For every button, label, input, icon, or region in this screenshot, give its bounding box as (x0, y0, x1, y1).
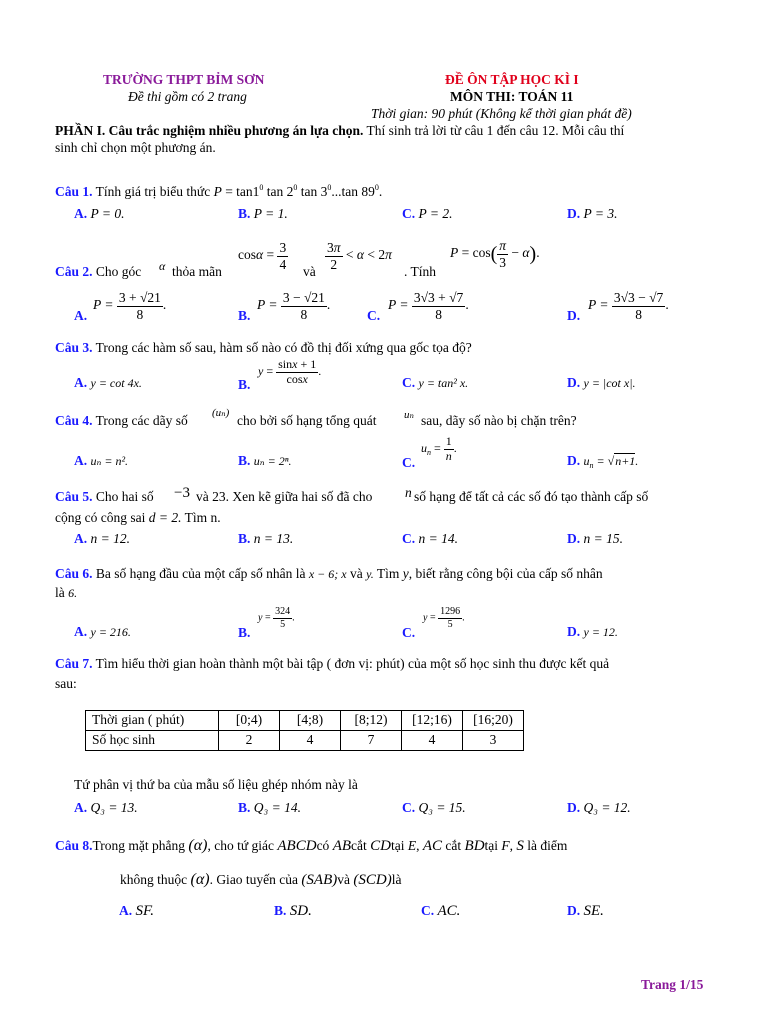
q1-option-d[interactable]: D. P = 3. (567, 206, 618, 221)
q5-option-d[interactable]: D. n = 15. (567, 531, 623, 546)
part1-title: PHẦN I. Câu trắc nghiệm nhiều phương án lựa chọn. (55, 123, 364, 138)
alpha-symbol: α (159, 259, 166, 273)
q8-option-b[interactable]: B. SD. (274, 903, 312, 919)
sequence-symbol: (uₙ) (212, 407, 230, 419)
page-number: Trang 1/15 (641, 977, 704, 992)
question-3: Câu 3. Trong các hàm số sau, hàm số nào có đồ thị đối xứng qua gốc tọa độ? (55, 340, 472, 355)
table-cell: 4 (280, 731, 341, 751)
question-5-text-b: và 23. Xen kẽ giữa hai số đã cho (196, 489, 373, 504)
part1-instruction-1: Thí sinh trả lời từ câu 1 đến câu 12. Mỗi câu thí (363, 123, 625, 138)
table-row-students (86, 731, 524, 751)
table-cell: [4;8) (280, 711, 341, 731)
table-cell: 2 (219, 731, 280, 751)
q6-option-d[interactable]: D. y = 12. (567, 624, 618, 639)
table-cell: [12;16) (402, 711, 463, 731)
q3-option-c[interactable]: C. y = tan² x. (402, 375, 469, 390)
part1-instruction-2: sinh chỉ chọn một phương án. (55, 140, 216, 155)
q6-option-b[interactable]: y = $\frac{324}{5}$ . (258, 606, 295, 630)
question-5-line1: Câu 5. Cho hai số (55, 489, 154, 504)
table-head-students: Số học sinh (86, 731, 219, 751)
question-1-label: Câu 1. (55, 184, 93, 199)
table-cell: 4 (402, 731, 463, 751)
frequency-table (85, 710, 524, 751)
q7-option-a[interactable]: A. Q₃ = 13. (74, 800, 138, 815)
question-1-text: Tính giá trị biểu thức (92, 184, 214, 199)
q2-option-c[interactable]: P = $\frac{3√3 + √7}{8}$ . (388, 290, 469, 322)
table-cell: 7 (341, 731, 402, 751)
question-7-line2: sau: (55, 676, 77, 691)
q8-option-a[interactable]: A. SF. (119, 903, 154, 919)
question-5-text-c: số hạng để tất cả các số đó tạo thành cấp số (414, 489, 649, 504)
q6-option-a[interactable]: A. y = 216. (74, 624, 131, 639)
school-name: TRƯỜNG THPT BỈM SƠN (103, 72, 265, 87)
q2-option-b-letter[interactable]: B. (238, 308, 251, 323)
q2-option-a-letter[interactable]: A. (74, 308, 88, 323)
q2-option-a[interactable]: P = $\frac{3 + √21}{8}$ . (93, 290, 167, 322)
table-row-time (86, 711, 524, 731)
q8-option-d[interactable]: D. SE. (567, 903, 604, 919)
cos-condition: cosα = $\frac{3}{4}$ (238, 240, 287, 272)
question-4: Câu 4. Trong các dãy số (55, 413, 188, 428)
n-symbol: n (405, 485, 412, 500)
question-7-question: Tứ phân vị thứ ba của mẫu số liệu ghép nhóm này là (74, 777, 358, 792)
question-2-label: Câu 2. (55, 264, 93, 279)
question-8-line1: Câu 8.Trong mặt phẳng (α), cho tứ giác ABCDcó ABcắt CDtại E, AC cắt BDtại F, S là điểm (55, 837, 568, 854)
question-2-tinh: . Tính (404, 264, 437, 279)
q4-option-d[interactable]: D. $u_n = √n+1$. (567, 453, 639, 470)
question-4-text-b: cho bởi số hạng tổng quát (237, 413, 377, 428)
table-head-time: Thời gian ( phút) (86, 711, 219, 731)
un-symbol: uₙ (404, 409, 414, 421)
question-2: Câu 2. Cho góc (55, 264, 142, 279)
q6-option-b-letter[interactable]: B. (238, 625, 251, 640)
q1-option-b[interactable]: B. P = 1. (238, 206, 288, 221)
number-minus-3: −3 (174, 485, 190, 501)
q7-option-d[interactable]: D. Q₃ = 12. (567, 800, 631, 815)
question-6-line1: Câu 6. Ba số hạng đầu của một cấp số nhân là x − 6; x và y. Tìm y, biết rằng công bội của cấp số nhân (55, 566, 603, 581)
q4-option-c[interactable]: $u_n$ = $\frac{1}{n}$ . (421, 434, 457, 463)
question-7-line1: Câu 7. Tìm hiểu thời gian hoàn thành một bài tập ( đơn vị: phút) của một số học sinh thu được kết quả (55, 656, 610, 671)
question-5-line2: cộng có công sai d = 2. Tìm n. (55, 510, 221, 525)
q3-option-b[interactable]: y = $\frac{\sin x + 1}{\cos x}$ . (258, 357, 322, 386)
q4-option-a[interactable]: A. uₙ = n². (74, 453, 129, 468)
q3-option-a[interactable]: A. y = cot 4x. (74, 375, 142, 390)
q4-option-b[interactable]: B. uₙ = 2ⁿ. (238, 453, 292, 468)
q5-option-c[interactable]: C. n = 14. (402, 531, 458, 546)
table-cell: 3 (463, 731, 524, 751)
pages-note: Đề thi gồm có 2 trang (128, 89, 247, 104)
question-6-line2: là 6. (55, 585, 78, 600)
table-cell: [16;20) (463, 711, 524, 731)
q6-option-c[interactable]: y = $\frac{1296}{5}$ . (423, 606, 465, 630)
question-1-expression: $P = \tan 1^0$ $\tan 2^0$ $\tan 3^0...\tan$ $89^0$. (213, 183, 383, 199)
time-note: Thời gian: 90 phút (Không kể thời gian phát đề) (371, 106, 632, 121)
q2-option-b[interactable]: P = $\frac{3 - √21}{8}$ . (257, 290, 331, 322)
question-4-text-c: sau, dãy số nào bị chặn trên? (421, 413, 577, 428)
q4-option-c-letter[interactable]: C. (402, 455, 416, 470)
p-expression: P = cos( $\frac{\pi}{3}$ − α). (450, 238, 540, 270)
question-8-line2: không thuộc (α). Giao tuyến của (SAB)và (SCD)là (120, 871, 402, 888)
q2-option-d-letter[interactable]: D. (567, 308, 581, 323)
table-cell: [8;12) (341, 711, 402, 731)
question-2-and: và (303, 264, 316, 279)
q2-option-c-letter[interactable]: C. (367, 308, 381, 323)
q1-option-c[interactable]: C. P = 2. (402, 206, 453, 221)
q3-option-b-letter[interactable]: B. (238, 377, 251, 392)
q3-option-d[interactable]: D. y = |cot x|. (567, 375, 636, 390)
q2-option-d[interactable]: P = $\frac{3√3 - √7}{8}$ . (588, 290, 669, 322)
table-cell: [0;4) (219, 711, 280, 731)
question-2-text-b: thỏa mãn (172, 264, 222, 279)
q8-option-c[interactable]: C. AC. (421, 903, 461, 919)
part1-line1 (55, 123, 624, 140)
subject-title: MÔN THI: TOÁN 11 (450, 89, 574, 104)
range-condition: $\frac{3\pi}{2}$ < α < 2π (327, 240, 392, 272)
q7-option-c[interactable]: C. Q₃ = 15. (402, 800, 466, 815)
q5-option-a[interactable]: A. n = 12. (74, 531, 130, 546)
q5-option-b[interactable]: B. n = 13. (238, 531, 294, 546)
question-1 (55, 183, 382, 201)
q6-option-c-letter[interactable]: C. (402, 625, 416, 640)
q7-option-b[interactable]: B. Q₃ = 14. (238, 800, 301, 815)
exam-title: ĐỀ ÔN TẬP HỌC KÌ I (445, 72, 579, 87)
q1-option-a[interactable]: A. P = 0. (74, 206, 125, 221)
